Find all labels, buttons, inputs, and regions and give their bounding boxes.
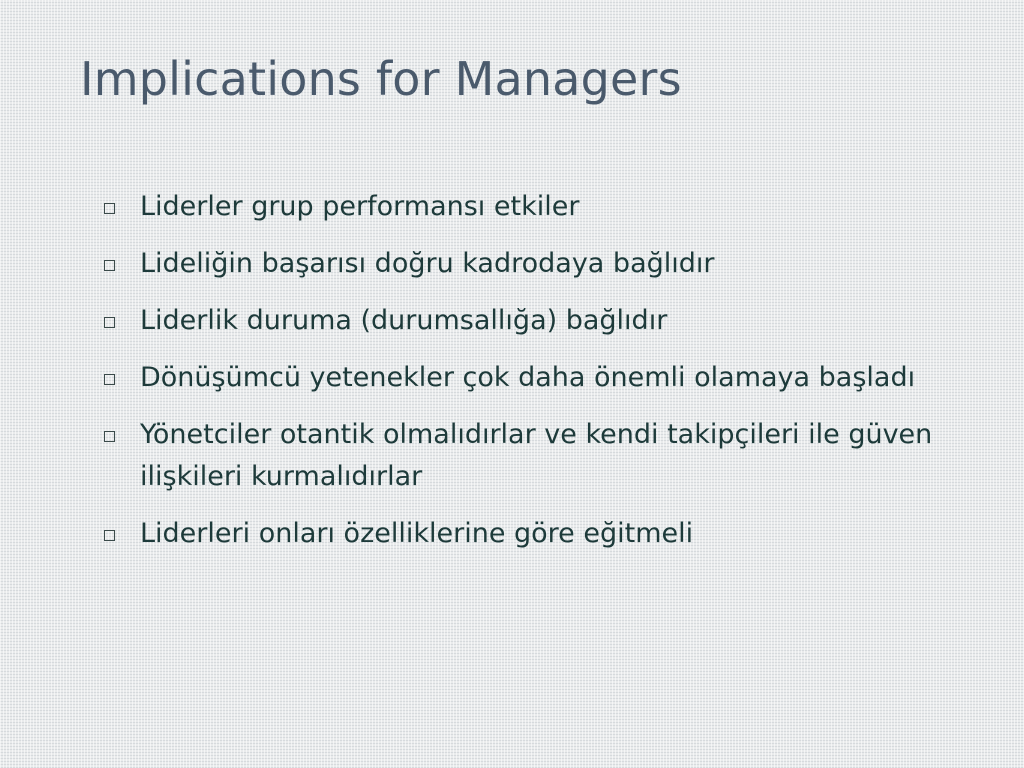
bullet-text: Dönüşümcü yetenekler çok daha önemli olamaya başladı	[140, 362, 916, 393]
bullet-item	[104, 186, 984, 228]
bullet-item	[104, 300, 984, 342]
bullet-item	[104, 414, 984, 498]
square-bullet-icon	[104, 431, 115, 442]
square-bullet-icon	[104, 374, 115, 385]
bullet-text: Liderler grup performansı etkiler	[140, 191, 580, 222]
bullet-text: Lideliğin başarısı doğru kadrodaya bağlıdır	[140, 248, 715, 279]
bullet-item	[104, 243, 984, 285]
square-bullet-icon	[104, 260, 115, 271]
bullet-item	[104, 357, 984, 399]
bullet-list	[104, 186, 984, 570]
bullet-text: Yönetciler otantik olmalıdırlar ve kendi takipçileri ile güven ilişkileri kurmalıdırlar	[140, 419, 933, 492]
square-bullet-icon	[104, 317, 115, 328]
square-bullet-icon	[104, 530, 115, 541]
square-bullet-icon	[104, 203, 115, 214]
bullet-text: Liderlik duruma (durumsallığa) bağlıdır	[140, 305, 668, 336]
slide-title: Implications for Managers	[80, 52, 682, 106]
bullet-item	[104, 513, 984, 555]
bullet-text: Liderleri onları özelliklerine göre eğitmeli	[140, 518, 694, 549]
